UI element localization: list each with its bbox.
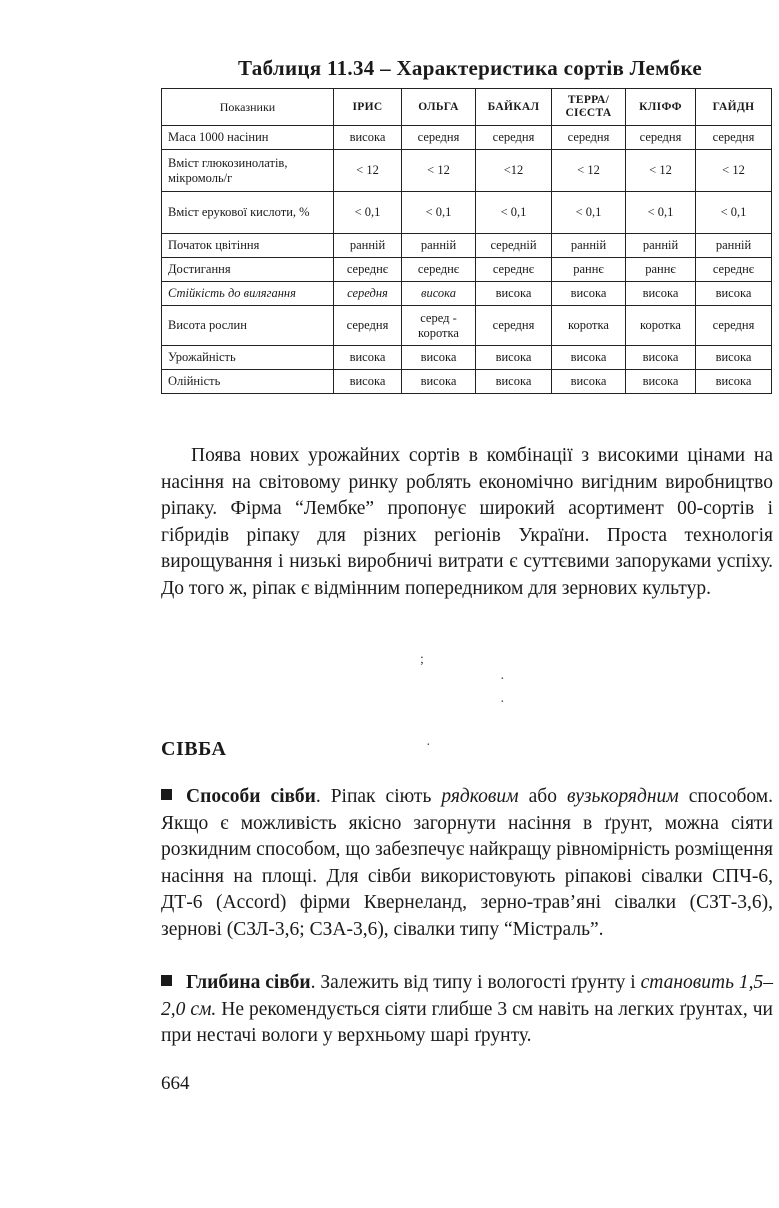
scan-speck: · (500, 672, 505, 687)
header-variety: ТЕРРА/ СІЄСТА (552, 89, 626, 126)
sowing-methods-paragraph (161, 784, 773, 944)
scan-speck: ; (420, 652, 424, 667)
table-cell: раннє (552, 258, 626, 282)
table-row (162, 126, 772, 150)
emphasis-text: рядковим (441, 786, 519, 807)
table-cell: ранній (626, 234, 696, 258)
bullet-square-icon (161, 789, 172, 800)
table-cell: середня (334, 282, 402, 306)
table-cell: середнє (334, 258, 402, 282)
sowing-depth-paragraph (161, 970, 773, 1050)
sowing-depth-title: Глибина сівби (186, 972, 311, 993)
page-number: 664 (161, 1073, 190, 1094)
table-cell: висока (626, 282, 696, 306)
varieties-table (161, 88, 772, 394)
table-cell: середня (696, 126, 772, 150)
table-cell: середня (334, 306, 402, 346)
table-cell: середня (696, 306, 772, 346)
table-cell: ранній (552, 234, 626, 258)
table-cell: середня (626, 126, 696, 150)
emphasis-text: становить 1,5–2,0 см. (161, 972, 773, 1020)
paragraph-text: або (518, 786, 567, 807)
table-cell: < 12 (334, 150, 402, 192)
table-cell: коротка (626, 306, 696, 346)
row-label: Вміст ерукової кислоти, % (162, 192, 334, 234)
table-cell: серед - коротка (402, 306, 476, 346)
row-label: Маса 1000 насінин (162, 126, 334, 150)
intro-paragraph-text: Поява нових урожайних сортів в комбінації з високими цінами на насіння на світовому ринку роблять економічно вигідним виробництво ріпаку. Фірма “Лембке” пропонує широкий асортимент 00-сортів і гібридів ріпаку для різних регіонів України. Проста технологія вирощування і низькі виробничі витрати є суттєвими запоруками успіху. До того ж, ріпак є відмінним попередником для зернових культур. (161, 445, 773, 599)
table-cell: < 12 (552, 150, 626, 192)
table-cell: висока (476, 282, 552, 306)
row-label: Висота рослин (162, 306, 334, 346)
table-title: Таблиця 11.34 – Характеристика сортів Лембке (238, 56, 702, 80)
table-cell: висока (552, 282, 626, 306)
table-cell: < 0,1 (402, 192, 476, 234)
table-cell: висока (402, 346, 476, 370)
section-heading: СІВБА (161, 738, 227, 760)
table-header-row (162, 89, 772, 126)
header-variety: БАЙКАЛ (476, 89, 552, 126)
header-variety: ОЛЬГА (402, 89, 476, 126)
table-cell: висока (696, 370, 772, 394)
paragraph-text: . Ріпак сіють (315, 786, 442, 807)
paragraph-text: Не рекомендується сіяти глибше 3 см навіть на легких ґрунтах, чи при нестачі вологи у верхньому шарі ґрунту. (161, 998, 773, 1047)
paragraph-text: . Залежить від типу і вологості ґрунту і (310, 972, 641, 993)
table-cell: ранній (402, 234, 476, 258)
table-cell: висока (334, 370, 402, 394)
row-label: Стійкість до вилягання (162, 282, 334, 306)
table-cell: висока (334, 346, 402, 370)
table-row (162, 234, 772, 258)
paragraph-text: способом. Якщо є можливість якісно загорнути насіння в ґрунт, можна сіяти розкидним способом, що забезпечує найкращу рівномірність розміщення насіння на площі. Для сівби використовують ріпакові сівалки СПЧ-6, ДТ-6 (Accord) фірми Квернеланд, зерно-трав’яні сівалки (СЗТ-3,6), зернові (СЗЛ-3,6; СЗА-3,6), сівалки типу “Містраль”. (161, 786, 773, 940)
row-label: Початок цвітіння (162, 234, 334, 258)
table-cell: ранній (334, 234, 402, 258)
header-variety: КЛІФФ (626, 89, 696, 126)
table-cell: висока (552, 346, 626, 370)
table-cell: висока (476, 346, 552, 370)
table-cell: висока (696, 282, 772, 306)
table-cell: раннє (626, 258, 696, 282)
header-variety: ІРИС (334, 89, 402, 126)
table-cell: середнє (476, 258, 552, 282)
table-cell: середня (402, 126, 476, 150)
table-cell: < 0,1 (476, 192, 552, 234)
table-cell: < 12 (402, 150, 476, 192)
table-cell: середня (552, 126, 626, 150)
table-row (162, 370, 772, 394)
row-label: Достигання (162, 258, 334, 282)
header-variety: ГАЙДН (696, 89, 772, 126)
table-cell: висока (476, 370, 552, 394)
table-cell: висока (626, 370, 696, 394)
table-cell: висока (402, 282, 476, 306)
table-row (162, 282, 772, 306)
table-cell: середня (476, 306, 552, 346)
sowing-methods-title: Способи сівби (186, 786, 316, 807)
table-row (162, 192, 772, 234)
row-label: Олійність (162, 370, 334, 394)
table-cell: висока (626, 346, 696, 370)
table-row (162, 346, 772, 370)
table-cell: < 12 (626, 150, 696, 192)
table-cell: <12 (476, 150, 552, 192)
table-row (162, 150, 772, 192)
table-row (162, 306, 772, 346)
table-cell: середня (476, 126, 552, 150)
table-cell: коротка (552, 306, 626, 346)
table-cell: < 0,1 (552, 192, 626, 234)
table-cell: висока (402, 370, 476, 394)
header-indicators: Показники (162, 89, 334, 126)
scan-speck: · (426, 738, 431, 753)
row-label: Урожайність (162, 346, 334, 370)
table-cell: < 12 (696, 150, 772, 192)
table-cell: < 0,1 (334, 192, 402, 234)
table-cell: середній (476, 234, 552, 258)
emphasis-text: вузькорядним (566, 786, 679, 807)
table-cell: < 0,1 (696, 192, 772, 234)
row-label: Вміст глюкозинолатів, мікромоль/г (162, 150, 334, 192)
intro-paragraph (161, 443, 773, 603)
scan-speck: · (500, 695, 505, 710)
table-row (162, 258, 772, 282)
table-cell: < 0,1 (626, 192, 696, 234)
table-cell: висока (552, 370, 626, 394)
bullet-square-icon (161, 975, 172, 986)
table-cell: висока (334, 126, 402, 150)
table-cell: середнє (696, 258, 772, 282)
table-cell: висока (696, 346, 772, 370)
table-cell: середнє (402, 258, 476, 282)
table-cell: ранній (696, 234, 772, 258)
